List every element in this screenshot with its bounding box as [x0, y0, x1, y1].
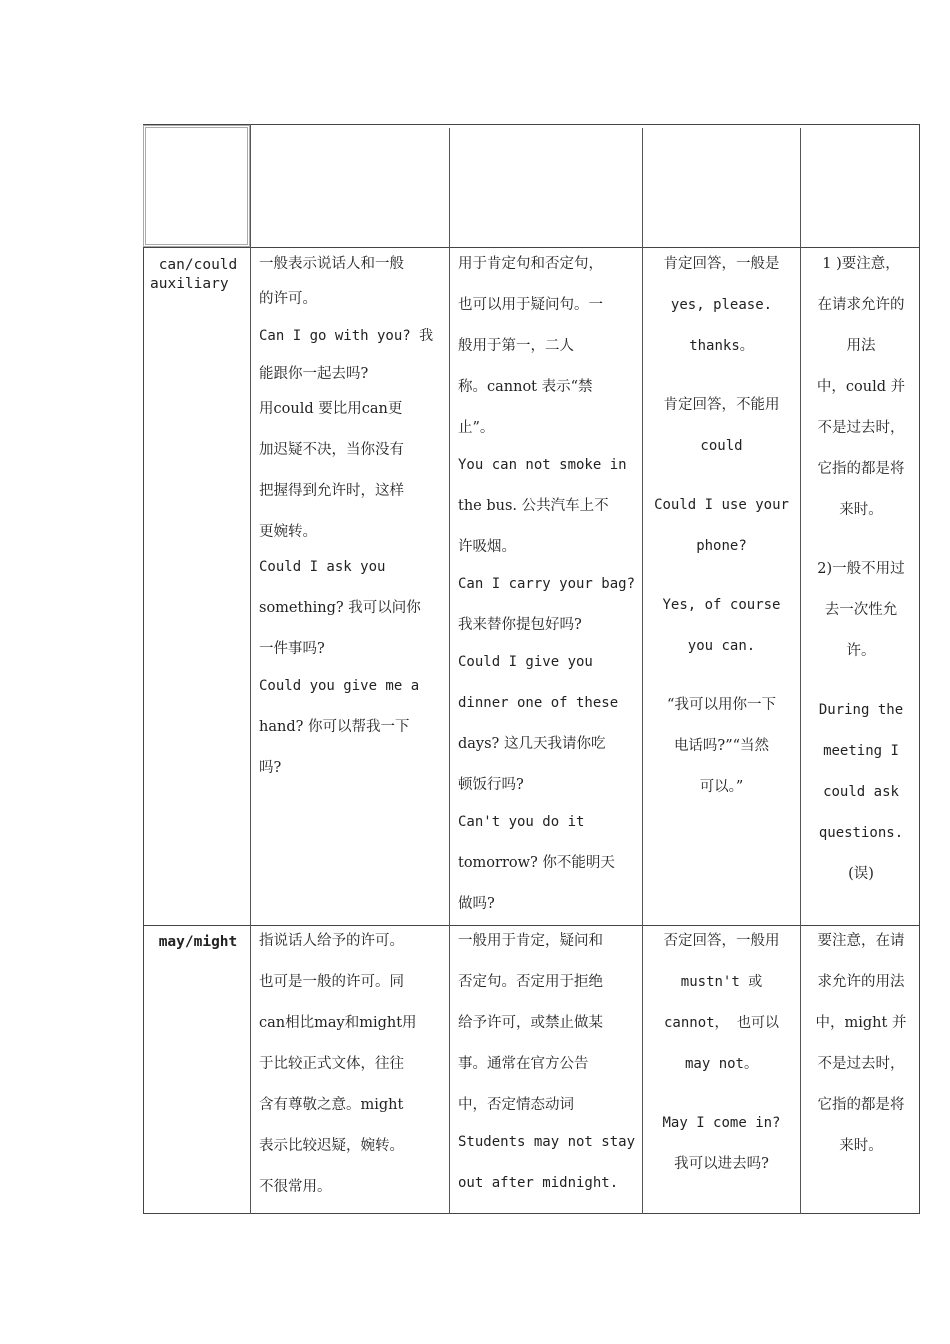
text-line: 顿饭行吗?	[458, 777, 524, 793]
text-line: 做吗?	[458, 896, 495, 912]
text-line: 般用于第一，二人	[458, 338, 574, 354]
text-line: 我来替你提包好吗?	[458, 617, 582, 633]
text-line: (误)	[848, 866, 874, 882]
text-line: 也可以用于疑问句。一	[458, 297, 603, 313]
text-line: you can.	[687, 638, 756, 654]
text-line: 肯定回答，不能用	[663, 397, 780, 413]
text-line: could ask	[823, 784, 899, 800]
text-line: 求允许的用法	[817, 974, 905, 990]
text-line: 给予许可，或禁止做某	[458, 1015, 603, 1031]
text-line: 也可是一般的许可。同	[259, 974, 404, 990]
cell-answer	[650, 921, 793, 1185]
text-line: 用于肯定句和否定句，	[458, 256, 603, 272]
col-divider	[800, 128, 801, 1214]
text-line: 一件事吗?	[259, 641, 325, 657]
text-line: may not。	[684, 1056, 758, 1072]
text-line: 不很常用。	[259, 1179, 332, 1195]
text-line: 一般用于肯定，疑问和	[458, 933, 603, 949]
text-line: Can I go with you? 我	[259, 328, 434, 344]
text-line: 在请求允许的	[817, 297, 905, 313]
text-line: 含有尊敬之意。might	[259, 1097, 404, 1113]
text-line: questions.	[818, 825, 904, 841]
text-line: Can I carry your bag?	[458, 576, 636, 592]
text-line: 2)一般不用过	[817, 561, 905, 577]
text-line: 事。通常在官方公告	[458, 1056, 589, 1072]
text-line: Could I use your	[654, 497, 789, 513]
text-line: 中，否定情态动词	[458, 1097, 574, 1113]
text-line: the bus. 公共汽车上不	[458, 498, 609, 514]
text-line: yes, please.	[670, 297, 773, 313]
text-line: 来时。	[839, 502, 883, 518]
label-line: auxiliary	[150, 276, 229, 292]
text-line: 的许可。	[259, 291, 317, 307]
text-line: You can not smoke in	[458, 457, 627, 473]
text-line: “我可以用你一下	[667, 697, 776, 713]
text-line: cannot， 也可以	[663, 1015, 779, 1031]
text-line: 称。cannot 表示“禁	[458, 379, 593, 395]
text-line: 加迟疑不决，当你没有	[259, 442, 404, 458]
cell-answer	[650, 244, 793, 808]
text-line: mustn't 或	[680, 974, 763, 990]
text-line: Could I give you	[458, 654, 593, 670]
text-line: 它指的都是将	[817, 1097, 905, 1113]
text-line: Can't you do it	[458, 814, 585, 830]
text-line: out after midnight.	[458, 1175, 619, 1191]
text-line: Could I ask you	[259, 559, 386, 575]
text-line: 许吸烟。	[458, 539, 516, 555]
text-line: something? 我可以问你	[259, 600, 421, 616]
text-line: 能跟你一起去吗?	[259, 366, 369, 382]
label-line: may/might	[158, 934, 238, 950]
text-line: 一般表示说话人和一般	[259, 256, 404, 272]
text-line: 去一次性允	[824, 602, 898, 618]
text-line: 电话吗?”“当然	[673, 738, 770, 754]
text-line: 1 )要注意，	[822, 256, 900, 272]
text-line: 不是过去时，	[817, 1056, 905, 1072]
col-divider	[449, 128, 450, 1214]
cell-usage	[259, 921, 441, 1208]
text-line: During the	[818, 702, 904, 718]
cell-sentence-type	[458, 244, 640, 925]
text-line: days? 这几天我请你吃	[458, 736, 606, 752]
cell-usage	[259, 244, 439, 789]
text-line: 它指的都是将	[817, 461, 905, 477]
text-line: phone?	[696, 538, 747, 554]
text-line: 把握得到允许时，这样	[259, 483, 404, 499]
text-line: 许。	[846, 643, 876, 659]
cell-notes	[806, 921, 916, 1167]
text-line: 不是过去时，	[817, 420, 905, 436]
text-line: could	[700, 438, 743, 454]
cell-sentence-type	[458, 921, 640, 1204]
text-line: 指说话人给予的许可。	[259, 933, 404, 949]
col-divider	[250, 124, 251, 1214]
text-line: tomorrow? 你不能明天	[458, 855, 615, 871]
text-line: 吗?	[259, 760, 282, 776]
text-line: meeting I	[823, 743, 899, 759]
text-line: 可以。”	[699, 779, 744, 795]
text-line: 用could 要比用can更	[259, 401, 403, 417]
text-line: 要注意，在请	[817, 933, 905, 949]
text-line: hand? 你可以帮我一下	[259, 719, 410, 735]
text-line: Could you give me a	[259, 678, 420, 694]
text-line: Yes, of course	[662, 597, 781, 613]
empty-header-cell	[143, 125, 250, 247]
text-line: 用法	[846, 338, 876, 354]
text-line: 表示比较迟疑，婉转。	[259, 1138, 404, 1154]
text-line: 止”。	[458, 420, 495, 436]
text-line: 否定句。否定用于拒绝	[458, 974, 603, 990]
text-line: 肯定回答，一般是	[663, 256, 780, 272]
cell-notes	[806, 244, 916, 895]
text-line: thanks。	[689, 338, 754, 354]
col-divider	[642, 128, 643, 1214]
text-line: 否定回答，一般用	[663, 933, 780, 949]
text-line: May I come in?	[662, 1115, 781, 1131]
text-line: dinner one of these	[458, 695, 619, 711]
text-line: Students may not stay	[458, 1134, 636, 1150]
row-label-can-could	[150, 256, 246, 294]
row-label-may-might	[150, 933, 246, 952]
text-line: can相比may和might用	[259, 1015, 417, 1031]
text-line: 中，might 并	[815, 1015, 907, 1031]
text-line: 中，could 并	[816, 379, 906, 395]
label-line: can/could	[158, 257, 238, 273]
text-line: 来时。	[839, 1138, 883, 1154]
text-line: 于比较正式文体，往往	[259, 1056, 404, 1072]
text-line: 我可以进去吗?	[674, 1156, 769, 1172]
text-line: 更婉转。	[259, 524, 317, 540]
